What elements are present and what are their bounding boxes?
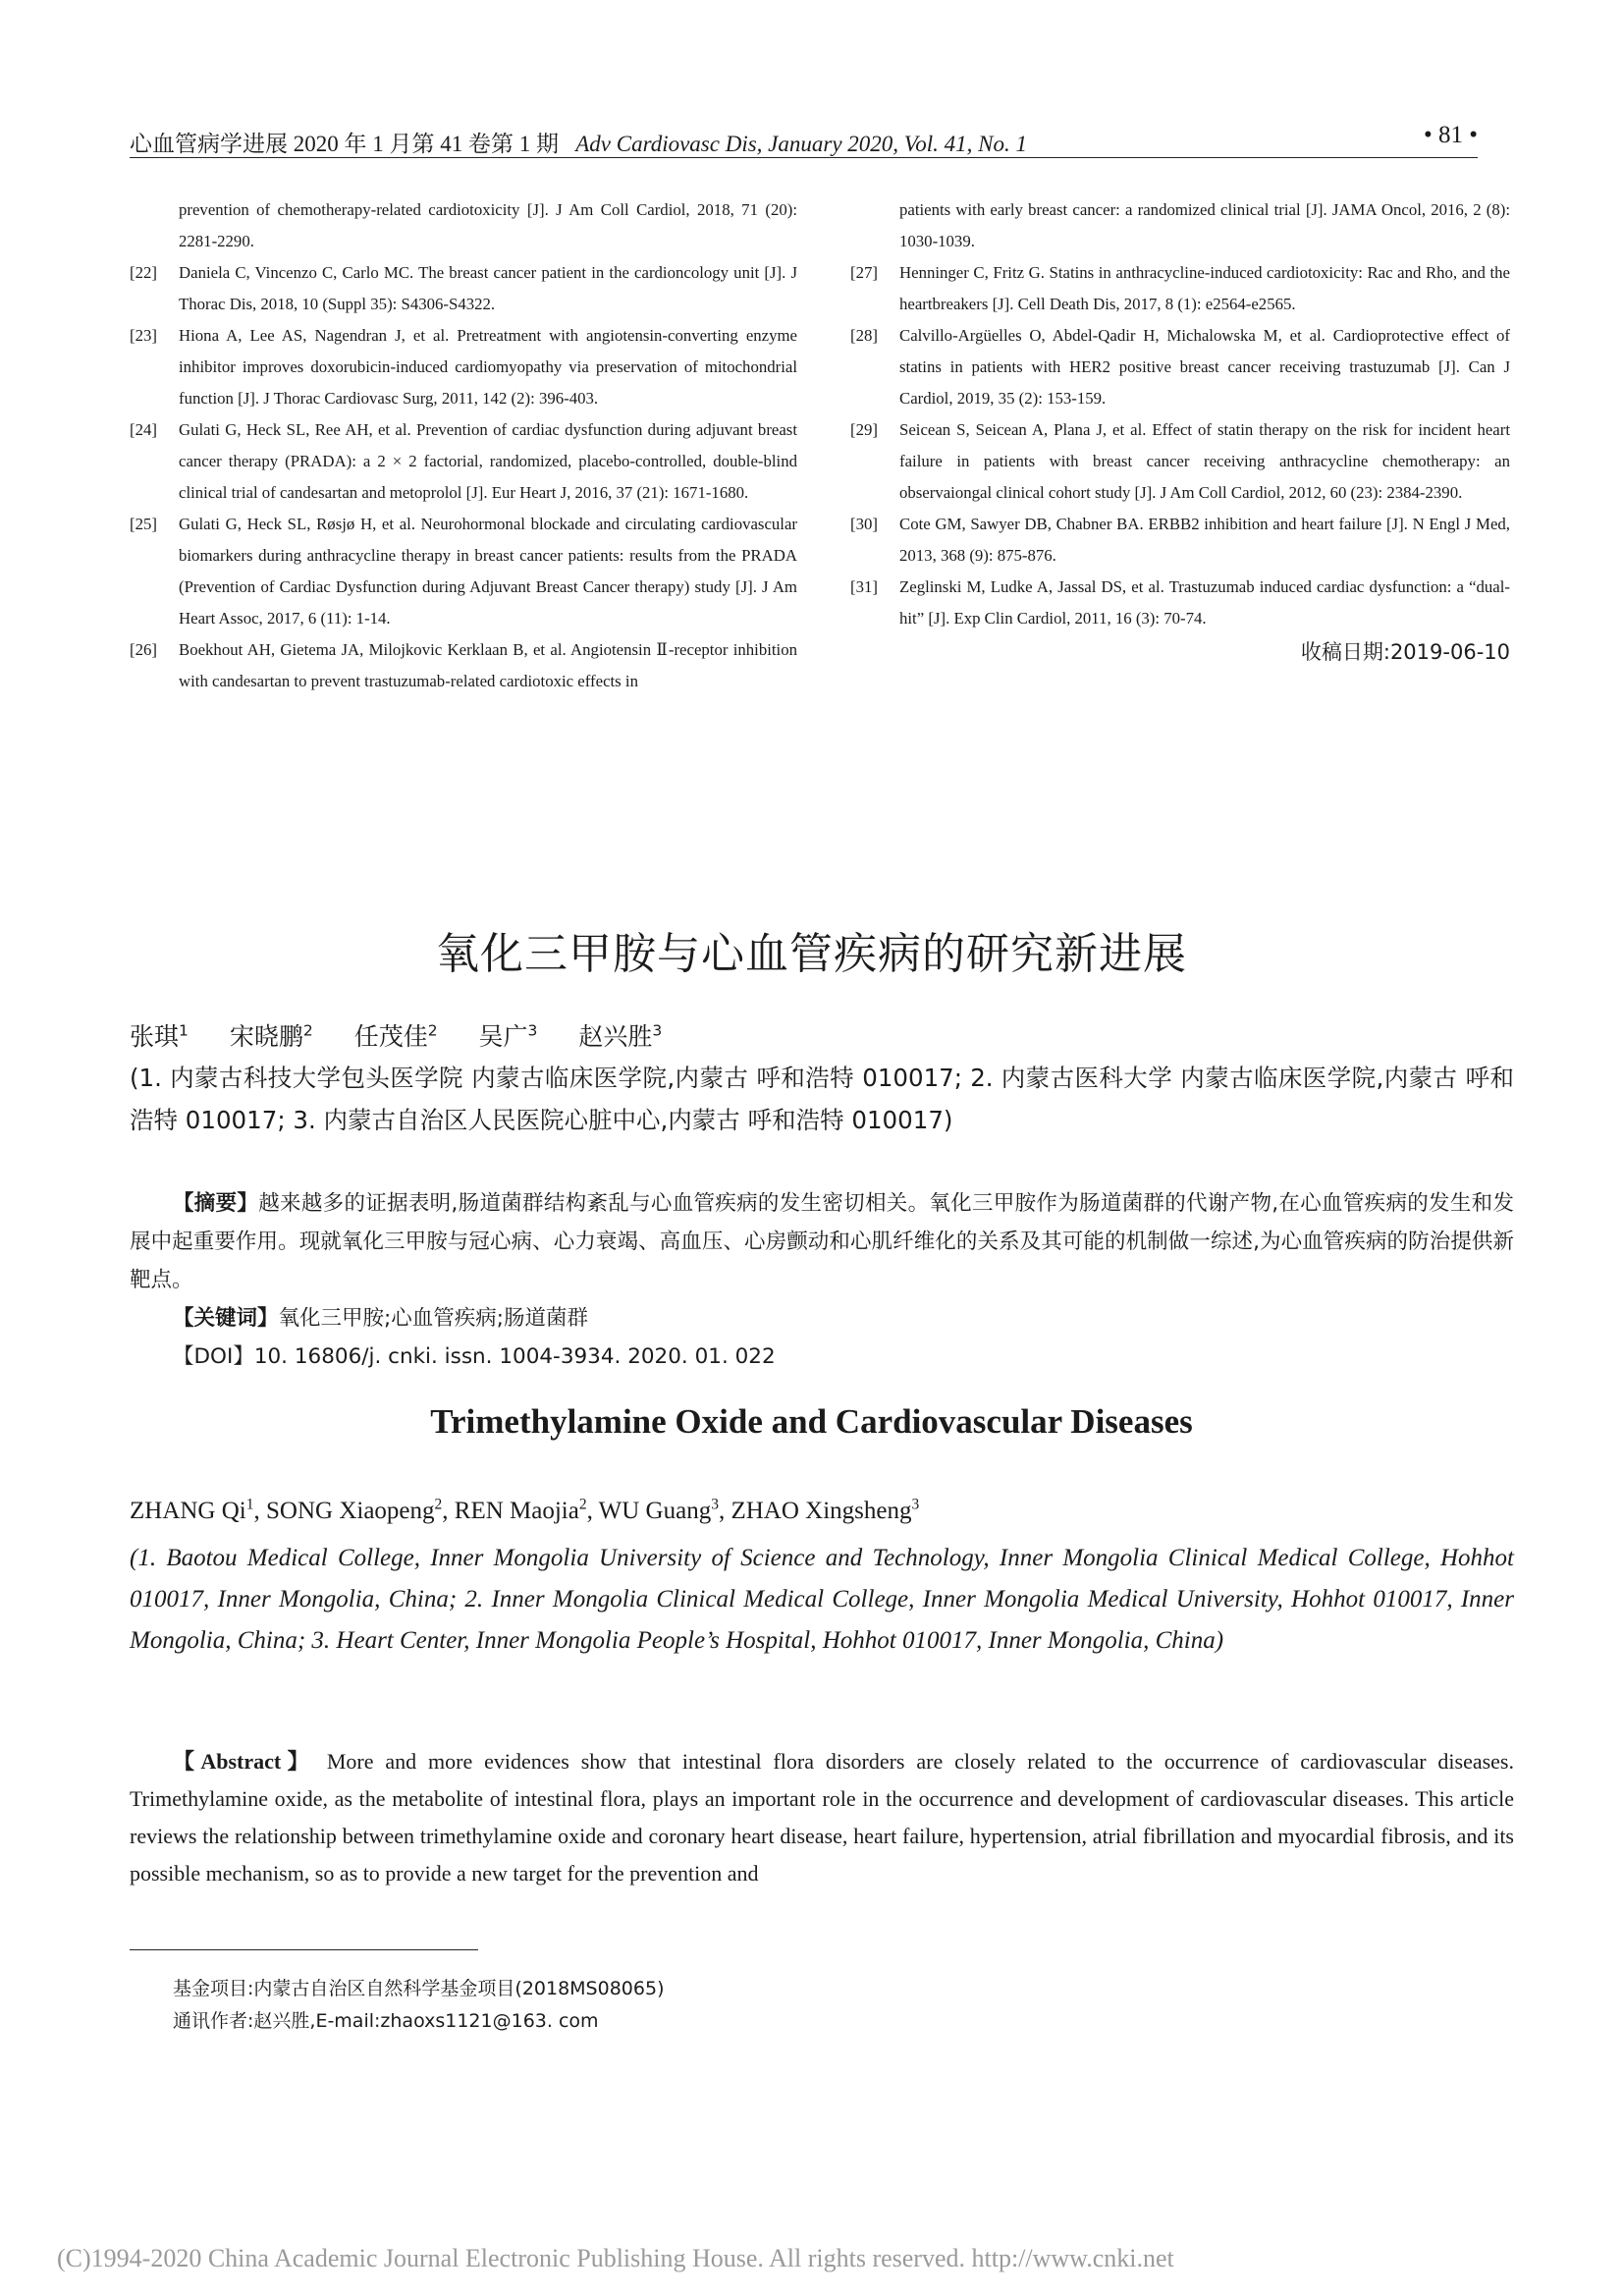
reference-item: prevention of chemotherapy-related cardiotoxicity [J]. J Am Coll Cardiol, 2018, 71 (20): 2281-2290.	[179, 200, 797, 250]
article-title-cn: 氧化三甲胺与心血管疾病的研究新进展	[436, 929, 1187, 979]
affiliation-en: (1. Baotou Medical College, Inner Mongolia University of Science and Technology, Inner Mongolia Clinical Medical College, Hohhot 010017, Inner Mongolia, China; 2. Inner Mongolia Clinical Medical College, Inner Mongolia Medical University, Hohhot 010017, Inner Mongolia, China; 3. Heart Center, Inner Mongolia People’s Hospital, Hohhot 010017, Inner Mongolia, China)	[130, 1545, 1514, 1654]
copyright-notice: (C)1994-2020 China Academic Journal Electronic Publishing House. All rights reserved. http://www.cnki.net	[57, 2244, 1174, 2272]
abstract-en-block	[130, 1743, 1514, 1892]
author-en: ZHANG Qi$^1$	[130, 1496, 254, 1524]
references-right-column	[850, 194, 1510, 668]
author-en: WU Guang$^3$	[598, 1496, 719, 1524]
author-cn: 宋晓鹏$^2$	[229, 1021, 313, 1051]
fund-footnote: 基金项目:内蒙古自治区自然科学基金项目(2018MS08065)	[173, 1978, 665, 1999]
author-cn: 任茂佳$^2$	[353, 1021, 438, 1051]
affiliation-cn: (1. 内蒙古科技大学包头医学院 内蒙古临床医学院,内蒙古 呼和浩特 010017; 2. 内蒙古医科大学 内蒙古临床医学院,内蒙古 呼和浩特 010017; 3. 内蒙古自治区人民医院心脏中心,内蒙古 呼和浩特 010017)	[130, 1064, 1514, 1134]
received-date: 收稿日期:2019-06-10	[1300, 640, 1510, 664]
abstract-cn: 【摘要】越来越多的证据表明,肠道菌群结构紊乱与心血管疾病的发生密切相关。氧化三甲胺作为肠道菌群的代谢产物,在心血管疾病的发生和发展中起重要作用。现就氧化三甲胺与冠心病、心力衰竭、高血压、心房颤动和心肌纤维化的关系及其可能的机制做一综述,为心血管疾病的防治提供新靶点。	[130, 1191, 1514, 1292]
author-cn: 张琪$^1$	[130, 1021, 189, 1051]
author-en: ZHAO Xingsheng$^3$	[730, 1496, 920, 1524]
page-number: • 81 •	[1423, 122, 1478, 148]
abstract-en: 【Abstract】 More and more evidences show that intestinal flora disorders are closely related to the occurrence of cardiovascular diseases. Trimethylamine oxide, as the metabolite of intestinal flora, plays an important role in the occurrence and development of cardiovascular diseases. This article reviews the relationship between trimethylamine oxide and coronary heart disease, heart failure, hypertension, atrial fibrillation and myocardial fibrosis, and its possible mechanism, so as to provide a new target for the prevention and	[130, 1749, 1514, 1886]
reference-item: [28] Calvillo-Argüelles O, Abdel-Qadir H, Michalowska M, et al. Cardioprotective effect of statins in patients with HER2 positive breast cancer receiving trastuzumab [J]. Can J Cardiol, 2019, 35 (2): 153-159.	[850, 326, 1510, 408]
journal-title-cn: 心血管病学进展 2020 年 1 月第 41 卷第 1 期	[130, 132, 559, 156]
author-en: SONG Xiaopeng$^2$	[266, 1496, 443, 1524]
author-cn: 赵兴胜$^3$	[578, 1021, 663, 1051]
author-list-en: ZHANG Qi$^1$, SONG Xiaopeng$^2$, REN Maojia$^2$, WU Guang$^3$, ZHAO Xingsheng$^3$	[130, 1496, 920, 1524]
reference-item: [26] Boekhout AH, Gietema JA, Milojkovic Kerklaan B, et al. Angiotensin Ⅱ-receptor inhibition with candesartan to prevent trastuzumab-related cardiotoxic effects in	[130, 640, 797, 690]
reference-item: [29] Seicean S, Seicean A, Plana J, et al. Effect of statin therapy on the risk for incident heart failure in patients with breast cancer receiving anthracycline chemotherapy: an observaiongal clinical cohort study [J]. J Am Coll Cardiol, 2012, 60 (23): 2384-2390.	[850, 420, 1510, 502]
references-left-column	[130, 194, 797, 697]
reference-item: [25] Gulati G, Heck SL, Røsjø H, et al. Neurohormonal blockade and circulating cardiovascular biomarkers during anthracycline therapy in breast cancer patients: results from the PRADA (Prevention of Cardiac Dysfunction during Adjuvant Breast Cancer therapy) study [J]. J Am Heart Assoc, 2017, 6 (11): 1-14.	[130, 515, 797, 628]
reference-item: [22] Daniela C, Vincenzo C, Carlo MC. The breast cancer patient in the cardioncology unit [J]. J Thorac Dis, 2018, 10 (Suppl 35): S4306-S4322.	[130, 263, 797, 313]
keywords-cn: 【关键词】氧化三甲胺;心血管疾病;肠道菌群	[173, 1306, 589, 1331]
reference-item: [27] Henninger C, Fritz G. Statins in anthracycline-induced cardiotoxicity: Rac and Rho, and the heartbreakers [J]. Cell Death Dis, 2017, 8 (1): e2564-e2565.	[850, 263, 1510, 313]
author-list-cn	[130, 1017, 695, 1053]
reference-item: [23] Hiona A, Lee AS, Nagendran J, et al. Pretreatment with angiotensin-converting enzyme inhibitor improves doxorubicin-induced cardiomyopathy via preservation of mitochondrial function [J]. J Thorac Cardiovasc Surg, 2011, 142 (2): 396-403.	[130, 326, 797, 408]
abstract-cn-block	[130, 1184, 1514, 1376]
reference-item: [24] Gulati G, Heck SL, Ree AH, et al. Prevention of cardiac dysfunction during adjuvant breast cancer therapy (PRADA): a 2 × 2 factorial, randomized, placebo-controlled, double-blind clinical trial of candesartan and metoprolol [J]. Eur Heart J, 2016, 37 (21): 1671-1680.	[130, 420, 797, 502]
author-en: REN Maojia$^2$	[454, 1496, 587, 1524]
reference-item: patients with early breast cancer: a randomized clinical trial [J]. JAMA Oncol, 2016, 2 (8): 1030-1039.	[899, 200, 1510, 250]
header-rule	[130, 157, 1478, 158]
corresponding-author-footnote: 通讯作者:赵兴胜,E-mail:zhaoxs1121@163. com	[173, 2010, 599, 2032]
doi: 【DOI】10. 16806/j. cnki. issn. 1004-3934. 2020. 01. 022	[173, 1344, 776, 1369]
running-header	[130, 126, 1027, 158]
article-title-en: Trimethylamine Oxide and Cardiovascular Diseases	[430, 1402, 1193, 1441]
author-cn: 吴广$^3$	[478, 1021, 538, 1051]
reference-item: [30] Cote GM, Sawyer DB, Chabner BA. ERBB2 inhibition and heart failure [J]. N Engl J Med, 2013, 368 (9): 875-876.	[850, 515, 1510, 565]
footnote-rule	[130, 1949, 478, 1950]
reference-item: [31] Zeglinski M, Ludke A, Jassal DS, et al. Trastuzumab induced cardiac dysfunction: a “dual-hit” [J]. Exp Clin Cardiol, 2011, 16 (3): 70-74.	[850, 577, 1510, 628]
journal-title-en: Adv Cardiovasc Dis, January 2020, Vol. 41, No. 1	[575, 132, 1028, 156]
